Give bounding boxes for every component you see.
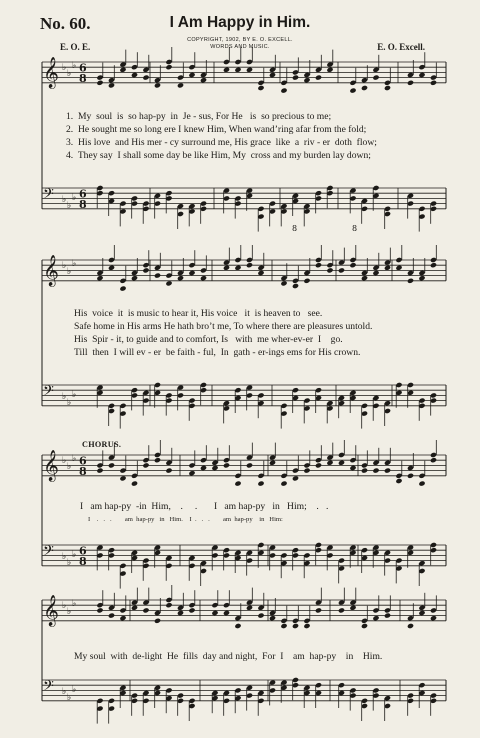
note-head [188, 270, 195, 276]
flat-sign: ♭ [62, 392, 67, 402]
flat-sign: ♭ [72, 454, 77, 464]
flat-sign: ♭ [67, 398, 72, 408]
note-head [361, 85, 368, 91]
time-signature-bottom: 8 [79, 465, 87, 478]
note-head [326, 460, 333, 466]
note-head [303, 77, 310, 83]
note-head [154, 457, 161, 463]
note-head [108, 613, 115, 619]
copyright-line-1: COPYRIGHT, 1902, BY E. O. EXCELL. [187, 37, 293, 43]
note-head [165, 64, 172, 70]
note-head [315, 462, 322, 468]
verse-1-line-1: 1. My soul is so hap-py in Je - sus, For He is so precious to me; [66, 111, 332, 122]
note-head [361, 468, 368, 474]
hymn-title: I Am Happy in Him. [169, 14, 311, 31]
note-head [154, 618, 161, 624]
flat-sign: ♭ [72, 599, 77, 609]
note-head [407, 473, 414, 479]
note-head [315, 607, 322, 613]
note-head [234, 623, 241, 629]
treble-clef: 𝄞 [43, 450, 59, 481]
note-head [407, 80, 414, 86]
note-head [234, 481, 241, 487]
note-head [246, 262, 253, 268]
note-head [108, 82, 115, 88]
note-head [338, 267, 345, 273]
fingering-mark: 8 [292, 224, 298, 233]
flat-sign: ♭ [67, 462, 72, 472]
note-head [418, 610, 425, 616]
note-head [154, 273, 161, 279]
flat-sign: ♭ [67, 69, 72, 79]
note-head [154, 82, 161, 88]
note-head [430, 457, 437, 463]
flat-sign: ♭ [72, 259, 77, 269]
hymn-number: No. 60. [40, 14, 91, 33]
note-head [142, 267, 149, 273]
note-head [418, 481, 425, 487]
note-head [349, 262, 356, 268]
note-head [246, 605, 253, 611]
flat-sign: ♭ [72, 193, 77, 203]
verse-2-line-2: Safe home in His arms He hath bro’t me, To where there are pleasures untold. [74, 321, 373, 332]
time-signature-bottom: 8 [79, 198, 87, 211]
note-head [142, 75, 149, 81]
note-head [361, 623, 368, 629]
note-head [142, 607, 149, 613]
time-signature-bottom: 8 [79, 72, 87, 85]
note-head [384, 468, 391, 474]
chorus-line-1: I am hap-py -in Him, . . I am hap-py in Him; . . [80, 501, 329, 512]
note-head [418, 72, 425, 78]
note-head [211, 610, 218, 616]
chorus-label: CHORUS. [82, 440, 122, 449]
note-head [372, 270, 379, 276]
note-head [395, 265, 402, 271]
note-head [188, 470, 195, 476]
note-head [131, 481, 138, 487]
bass-clef: 𝄢 [43, 678, 54, 698]
note-head [292, 623, 299, 629]
note-head [142, 462, 149, 468]
flat-sign: ♭ [67, 201, 72, 211]
note-head [119, 615, 126, 621]
flat-sign: ♭ [62, 552, 67, 562]
flat-sign: ♭ [72, 550, 77, 560]
note-head [384, 265, 391, 271]
note-head [292, 475, 299, 481]
bass-clef: 𝄢 [43, 383, 54, 403]
note-head [372, 468, 379, 474]
note-head [430, 80, 437, 86]
note-head [430, 615, 437, 621]
note-head [165, 468, 172, 474]
note-head [430, 262, 437, 268]
flat-sign: ♭ [62, 456, 67, 466]
note-head [326, 67, 333, 73]
note-head [280, 481, 287, 487]
bass-clef: 𝄢 [43, 186, 54, 206]
chorus-echo-line: I . . . am hap-py in Him. I . . . am hap-py in Him: [88, 516, 283, 523]
note-head [257, 85, 264, 91]
note-head [280, 280, 287, 286]
time-signature-bottom: 8 [79, 555, 87, 568]
note-head [315, 75, 322, 81]
copyright-line-2: WORDS AND MUSIC. [210, 44, 270, 50]
time-signature-top: 6 [79, 544, 87, 558]
note-head [246, 67, 253, 73]
treble-clef: 𝄞 [43, 255, 59, 286]
note-head [223, 462, 230, 468]
note-head [407, 278, 414, 284]
note-head [384, 85, 391, 91]
note-head [200, 465, 207, 471]
note-head [119, 67, 126, 73]
time-signature-top: 6 [79, 187, 87, 201]
note-head [165, 602, 172, 608]
flat-sign: ♭ [62, 687, 67, 697]
flat-sign: ♭ [62, 195, 67, 205]
note-head [303, 278, 310, 284]
note-head [119, 286, 126, 292]
verse-4-line-1: 4. They say I shall some day be like Him, My cross and my burden lay down; [66, 150, 371, 161]
note-head [280, 623, 287, 629]
note-head [384, 613, 391, 619]
note-head [303, 468, 310, 474]
note-head [223, 265, 230, 271]
note-head [223, 67, 230, 73]
note-head [177, 610, 184, 616]
note-head [372, 615, 379, 621]
note-head [349, 88, 356, 94]
note-head [326, 267, 333, 273]
fingering-mark: 8 [352, 224, 358, 233]
note-head [234, 67, 241, 73]
flat-sign: ♭ [62, 63, 67, 73]
note-head [188, 607, 195, 613]
note-head [257, 481, 264, 487]
verse-1-line-2: His voice it is music to hear it, His voice it is heaven to see. [74, 308, 323, 319]
flat-sign: ♭ [62, 261, 67, 271]
flat-sign: ♭ [72, 685, 77, 695]
bass-clef: 𝄢 [43, 543, 54, 563]
chorus-final-line: My soul with de-light He fills day and night, For I am hap-py in Him. [74, 651, 383, 662]
note-head [177, 82, 184, 88]
note-head [119, 475, 126, 481]
note-head [269, 72, 276, 78]
note-head [188, 72, 195, 78]
note-head [200, 275, 207, 281]
note-head [131, 605, 138, 611]
note-head [349, 605, 356, 611]
note-head [165, 280, 172, 286]
note-head [269, 615, 276, 621]
verse-2-line-1: 2. He sought me so long ere I knew Him, When wand’ring afar from the fold; [66, 124, 367, 135]
verse-3-line-1: 3. His love and His mer - cy surround me, His grace like a riv - er doth flow; [66, 137, 377, 148]
note-head [292, 283, 299, 289]
note-head [96, 80, 103, 86]
composer: E. O. Excell. [377, 42, 425, 52]
note-head [108, 265, 115, 271]
verse-4-line-2: Till then I will ev - er be faith - ful, In gath - er-ings ems for His crown. [74, 347, 361, 358]
time-signature-top: 6 [79, 454, 87, 468]
flat-sign: ♭ [67, 607, 72, 617]
note-head [372, 75, 379, 81]
flat-sign: ♭ [67, 267, 72, 277]
flat-sign: ♭ [72, 61, 77, 71]
note-head [246, 462, 253, 468]
note-head [131, 275, 138, 281]
note-head [211, 465, 218, 471]
lyricist: E. O. E. [60, 42, 91, 52]
note-head [108, 462, 115, 468]
note-head [234, 265, 241, 271]
note-head [257, 270, 264, 276]
note-head [395, 478, 402, 484]
note-head [418, 275, 425, 281]
note-head [96, 468, 103, 474]
treble-clef: 𝄞 [43, 57, 59, 88]
note-head [280, 88, 287, 94]
note-head [200, 77, 207, 83]
note-head [96, 607, 103, 613]
note-head [338, 460, 345, 466]
note-head [292, 75, 299, 81]
note-head [269, 460, 276, 466]
note-head [349, 465, 356, 471]
treble-clef: 𝄞 [43, 595, 59, 626]
flat-sign: ♭ [67, 558, 72, 568]
note-head [131, 72, 138, 78]
flat-sign: ♭ [72, 390, 77, 400]
note-head [177, 275, 184, 281]
note-head [361, 275, 368, 281]
note-head [315, 262, 322, 268]
flat-sign: ♭ [62, 601, 67, 611]
note-head [407, 623, 414, 629]
note-head [223, 610, 230, 616]
flat-sign: ♭ [67, 693, 72, 703]
note-head [96, 275, 103, 281]
time-signature-top: 6 [79, 61, 87, 75]
note-head [303, 623, 310, 629]
note-head [257, 613, 264, 619]
note-head [338, 607, 345, 613]
verse-3-line-2: His Spir - it, to guide and to comfort, Is with me wher-ev-er I go. [74, 334, 343, 345]
